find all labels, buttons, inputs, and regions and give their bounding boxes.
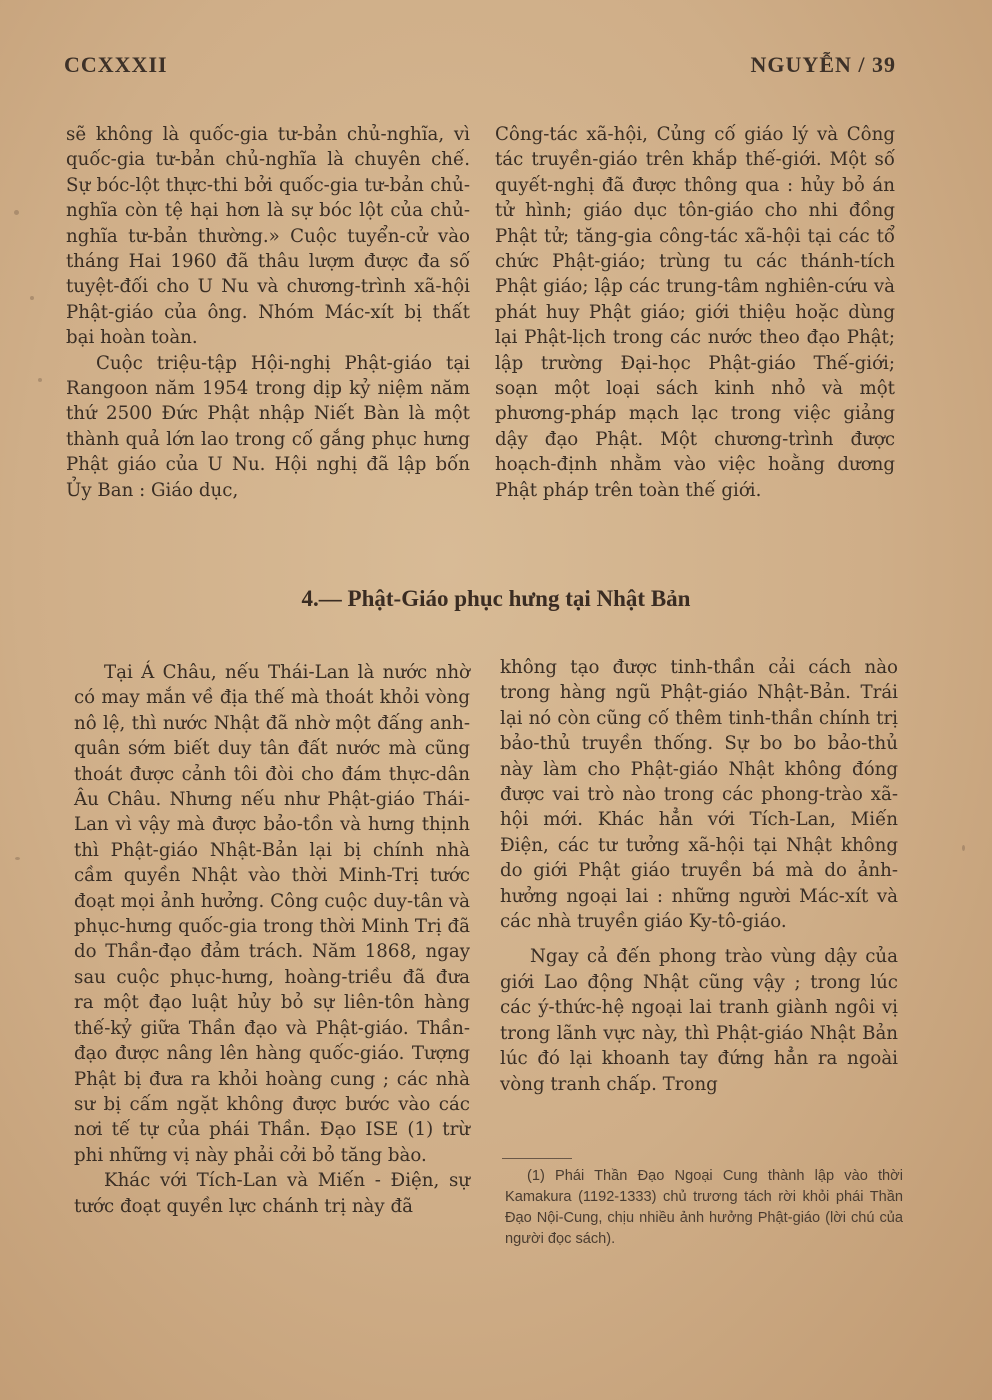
top-left-column — [66, 122, 470, 503]
footnote-divider — [502, 1158, 572, 1159]
paragraph: Cuộc triệu-tập Hội-nghị Phật-giáo tại Rangoon năm 1954 trong dịp kỷ niệm năm thứ 2500 Đức Phật nhập Niết Bàn là một thành quả lớn lao trong cố gắng phục hưng Phật giáo của U Nu. Hội nghị đã lập bốn Ủy Ban : Giáo dục, — [66, 352, 470, 501]
paper-speck — [30, 296, 34, 300]
paragraph: Tại Á Châu, nếu Thái-Lan là nước nhờ có may mắn về địa thế mà thoát khỏi vòng nô lệ, thì nước Nhật đã nhờ một đấng anh-quân sớm biết duy tân đất nước mà cũng thoát được cảnh tôi đòi cho đám thực-dân Âu Châu. Nhưng nếu như Phật-giáo Thái-Lan vì vậy mà được bảo-tồn và hưng thịnh thì Phật-giáo Nhật-Bản lại bị chính nhà cầm quyền Nhật vào thời Minh-Trị tước đoạt mọi ảnh hưởng. Công cuộc duy-tân và phục-hưng quốc-gia trong thời Minh Trị đã do Thần-đạo đảm trách. Năm 1868, ngay sau cuộc phục-hưng, hoàng-triều đã đưa ra một đạo luật hủy bỏ sự liên-tôn hàng thế-kỷ giữa Thần đạo và Phật-giáo. Thần-đạo được nâng lên hàng quốc-giáo. Tượng Phật bị đưa ra khỏi hoàng cung ; các nhà sư bị cấm ngặt không được bước vào các nơi tế tự của phái Thần. Đạo ISE (1) trừ phi những vị này phải cởi bỏ tăng bào. — [74, 662, 470, 1166]
page-header — [64, 52, 896, 86]
paper-speck — [38, 378, 42, 382]
paragraph: Khác với Tích-Lan và Miến - Điện, sự tước đoạt quyền lực chánh trị này đã — [74, 1170, 470, 1217]
page-number: NGUYỄN / 39 — [750, 52, 896, 77]
top-right-column — [495, 122, 895, 503]
paragraph: sẽ không là quốc-gia tư-bản chủ-nghĩa, vì quốc-gia tư-bản chủ-nghĩa là chuyên chế. Sự bóc-lột thực-thi bởi quốc-gia tư-bản chủ-nghĩa còn tệ hại hơn là sự bóc lột của chủ-nghĩa tư-bản thường.» Cuộc tuyển-cử vào tháng Hai 1960 đã thâu lượm được đa số tuyệt-đối cho U Nu và chương-trình xã-hội Phật-giáo của ông. Nhóm Mác-xít bị thất bại hoàn toàn. — [66, 124, 470, 349]
paper-speck — [15, 857, 20, 860]
paragraph: Ngay cả đến phong trào vùng dậy của giới Lao động Nhật cũng vậy ; trong lúc các ý-thức-hệ ngoại lai tranh giành ngôi vị trong lãnh vực này, thì Phật-giáo Nhật Bản lúc đó lại khoanh tay đứng hẳn ra ngoài vòng tranh chấp. Trong — [500, 946, 898, 1095]
bottom-left-column — [74, 660, 470, 1219]
bottom-right-column — [500, 655, 898, 1097]
footnote — [505, 1166, 903, 1250]
footnote-text: (1) Phái Thần Đạo Ngoại Cung thành lập vào thời Kamakura (1192-1333) chủ trương tách rời khỏi phái Thần Đạo Nội-Cung, chịu nhiều ảnh hưởng Phật-giáo (lời chú của người đọc sách). — [505, 1168, 903, 1247]
paragraph: không tạo được tinh-thần cải cách nào trong hàng ngũ Phật-giáo Nhật-Bản. Trái lại nó còn cũng cố thêm tinh-thần chính trị bảo-thủ truyền thống. Sự bo bo bảo-thủ này làm cho Phật-giáo Nhật không đóng được vai trò nào trong các phong-trào xã-hội mới. Khác hẳn với Tích-Lan, Miến Điện, các tư tưởng xã-hội tại Nhật không do giới Phật giáo truyền bá mà do ảnh-hưởng ngoại lai : những người Mác-xít và các nhà truyền giáo Ky-tô-giáo. — [500, 657, 898, 933]
paper-speck — [14, 210, 19, 215]
section-number: CCXXXII — [64, 52, 168, 77]
section-heading: 4.— Phật-Giáo phục hưng tại Nhật Bản — [301, 586, 691, 611]
paper-speck — [962, 845, 965, 851]
paragraph: Công-tác xã-hội, Củng cố giáo lý và Công tác truyền-giáo trên khắp thế-giới. Một số quyết-nghị đã được thông qua : hủy bỏ án tử hình; giáo dục tôn-giáo cho nhi đồng Phật tử; tăng-gia công-tác xã-hội tại các tổ chức Phật-giáo; trùng tu các thánh-tích Phật giáo; lập các trung-tâm nghiên-cứu và phát huy Phật giáo; giới thiệu hoặc dùng lại Phật-lịch trong các nước theo đạo Phật; lập trường Đại-học Phật-giáo Thế-giới; soạn một loại sách kinh nhỏ và một phương-pháp mạch lạc trong việc giảng dậy đạo Phật. Một chương-trình được hoạch-định nhằm vào việc hoằng dương Phật pháp trên toàn thế giới. — [495, 124, 895, 501]
